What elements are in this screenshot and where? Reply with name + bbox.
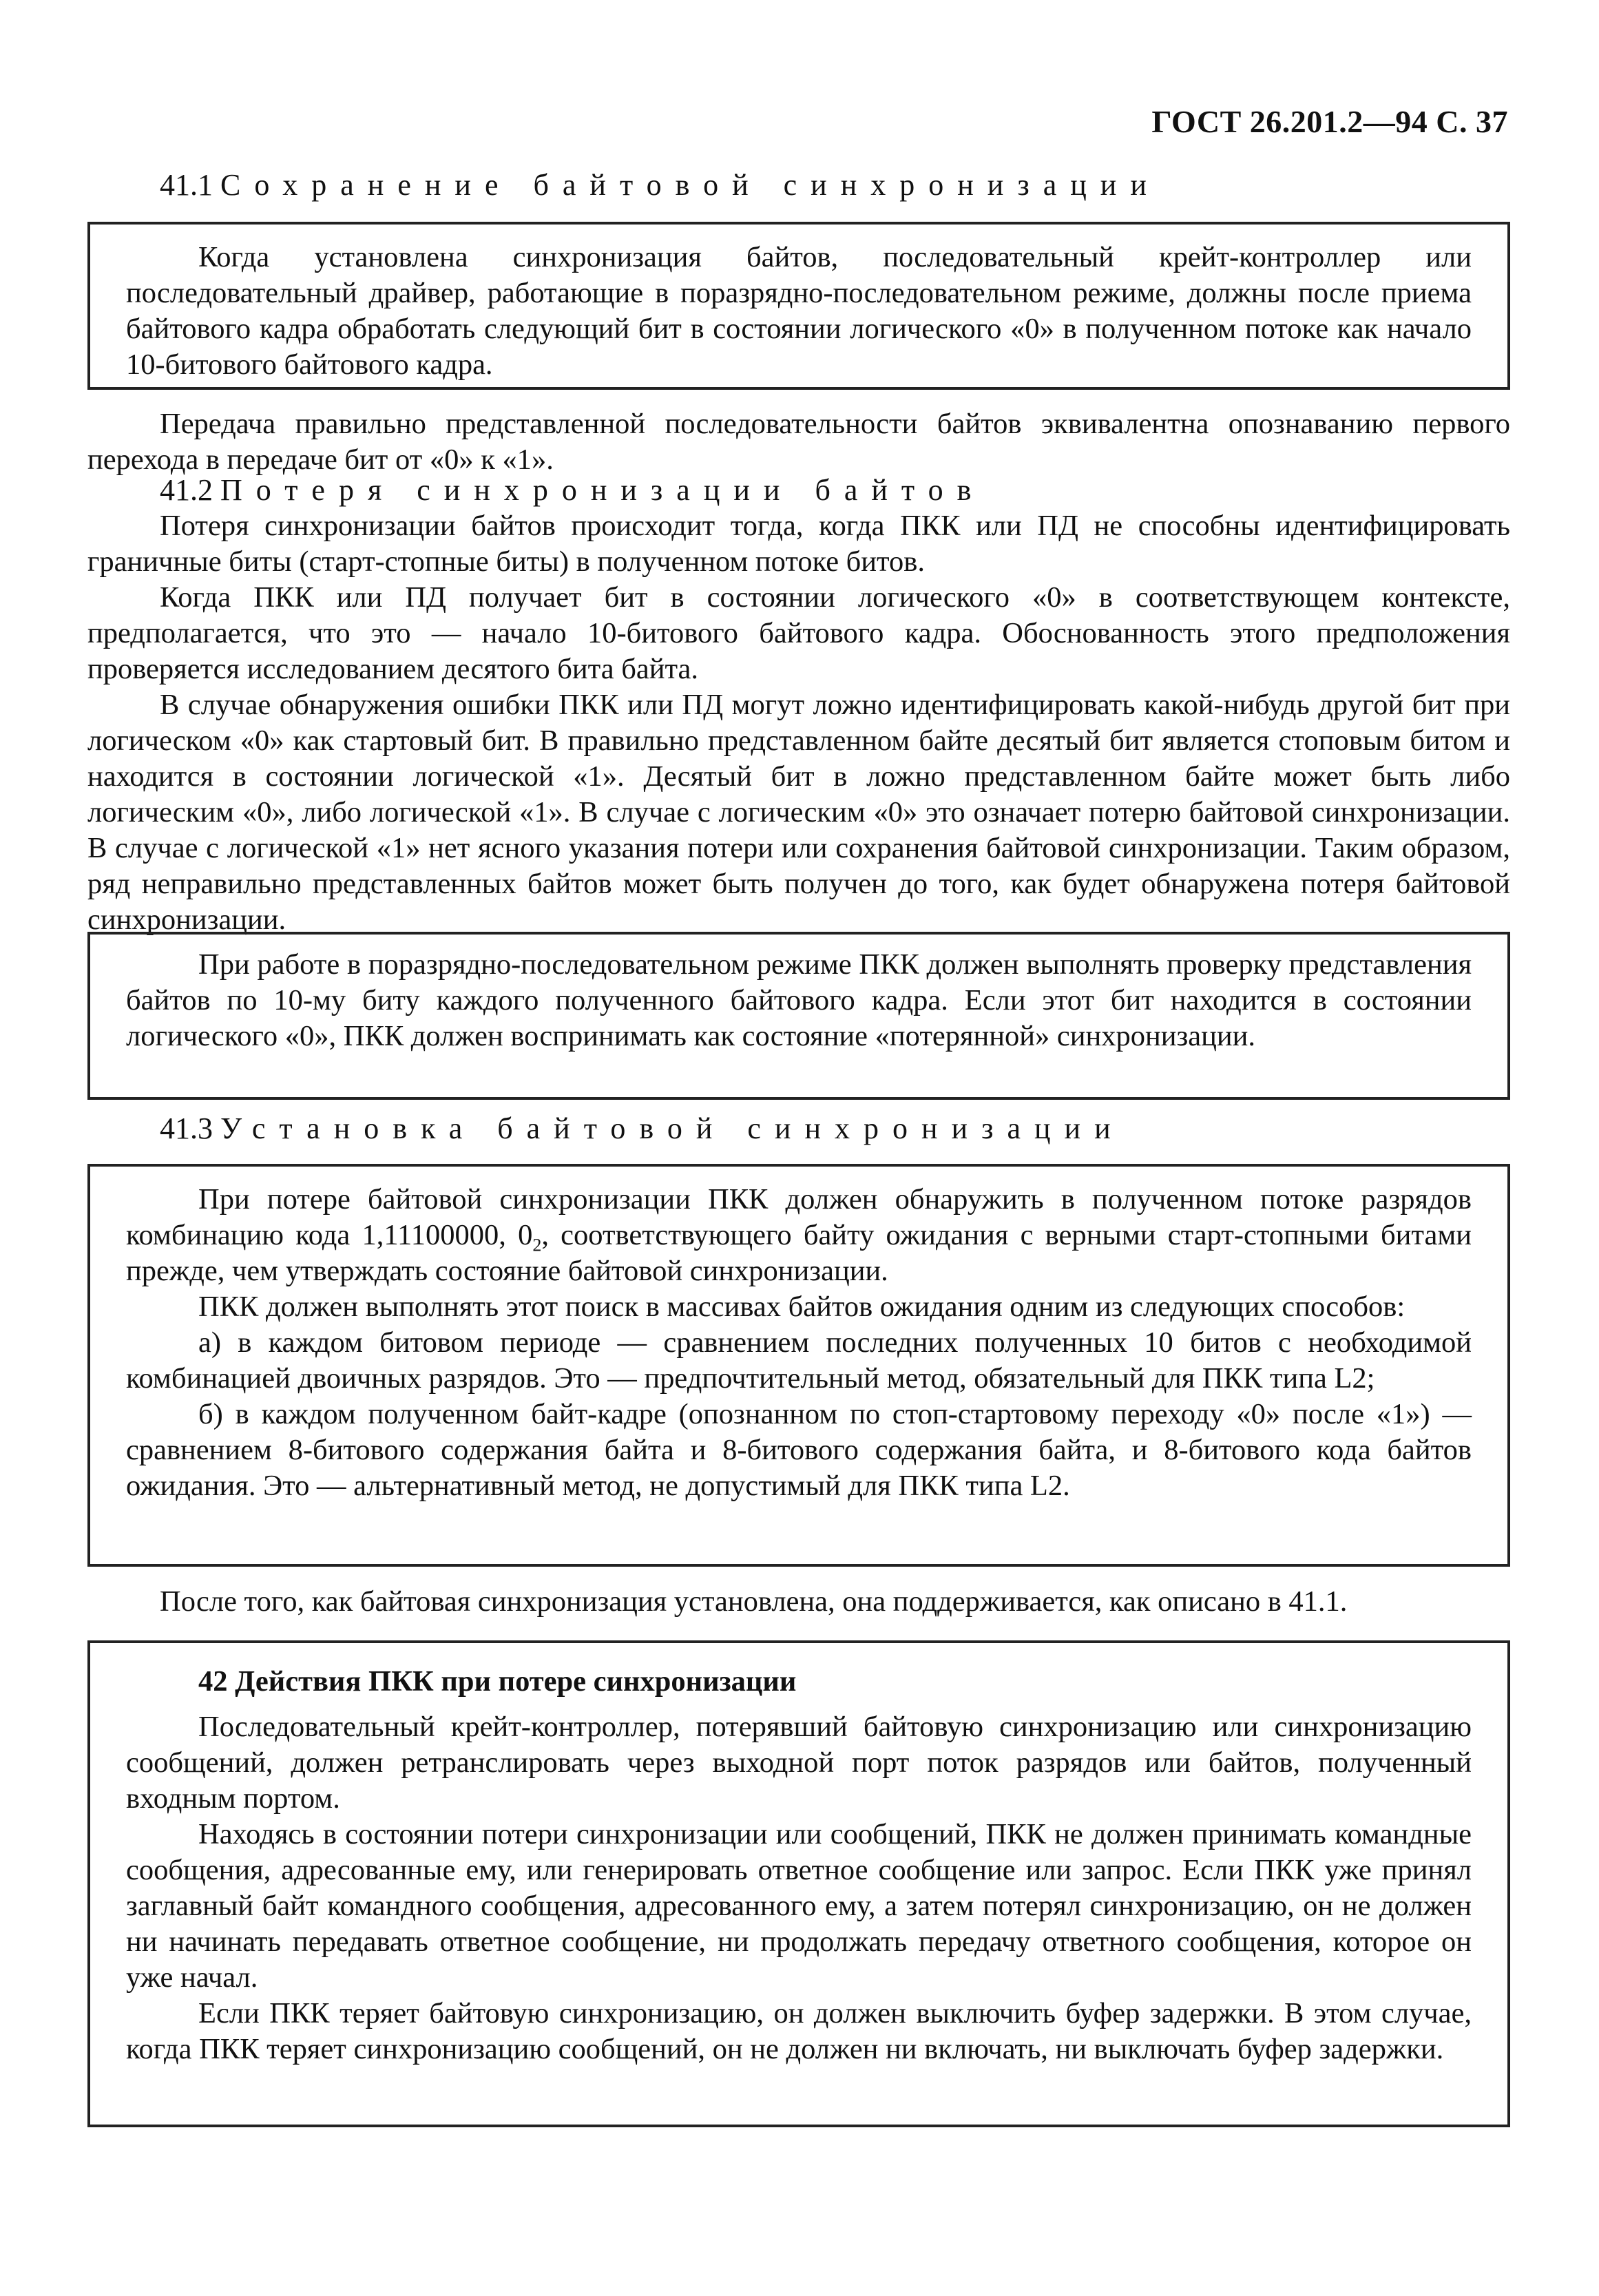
section-number: 41.3 [160, 1112, 213, 1145]
requirement-box-41-1 [87, 222, 1510, 390]
box-paragraph: ПКК должен выполнять этот поиск в массивах байтов ожидания одним из следующих способов: [198, 1291, 1405, 1323]
subscript: 2 [532, 1235, 542, 1255]
section-41-3-heading [160, 1114, 1125, 1144]
section-41-2-heading [160, 475, 985, 505]
box-paragraph [126, 1182, 1472, 1289]
list-item: б) в каждом полученном байт-кадре (опознанном по стоп-стартовому переходу «0» после «1») — сравнением 8-битового содержания байта и 8-битового содержания байта, и 8-битового кода байтов ожидания. Это — альтернативный метод, не допустимый для ПКК типа L2. [126, 1398, 1472, 1502]
box-paragraph: Последовательный крейт-контроллер, потерявший байтовую синхронизацию или синхронизацию сообщений, должен ретранслировать через выходной порт поток разрядов или байтов, полученный входным портом. [126, 1711, 1472, 1815]
section-41-2-text [87, 508, 1510, 938]
list-item: а) в каждом битовом периоде — сравнением последних полученных 10 битов с необходимой комбинацией двоичных разрядов. Это — предпочтительный метод, обязательный для ПКК типа L2; [126, 1326, 1472, 1395]
section-41-3-text [87, 1584, 1510, 1620]
requirement-box-42 [87, 1640, 1510, 2127]
section-title: Сохранение байтовой синхронизации [220, 168, 1160, 202]
requirement-box-41-2 [87, 932, 1510, 1100]
paragraph: Потеря синхронизации байтов происходит тогда, когда ПКК или ПД не способны идентифицировать граничные биты (старт-стопные биты) в полученном потоке битов. [87, 510, 1510, 578]
paragraph-text: При потере байтовой синхронизации ПКК должен обнаружить в полученном потоке разрядов комбинацию кода 1,11100000, 0 [126, 1183, 1472, 1251]
box-paragraph: При работе в поразрядно-последовательном режиме ПКК должен выполнять проверку представления байтов по 10-му биту каждого полученного байтового кадра. Если этот бит находится в состоянии логического «0», ПКК должен воспринимать как состояние «потерянной» синхронизации. [126, 948, 1472, 1052]
section-number: 41.2 [160, 473, 213, 507]
section-title: Установка байтовой синхронизации [220, 1112, 1125, 1145]
paragraph: После того, как байтовая синхронизация установлена, она поддерживается, как описано в 41.1. [160, 1585, 1348, 1618]
page-header-gost: ГОСТ 26.201.2—94 С. 37 [1151, 104, 1508, 139]
section-42-title: 42 Действия ПКК при потере синхронизации [198, 1665, 797, 1698]
box-paragraph: Если ПКК теряет байтовую синхронизацию, он должен выключить буфер задержки. В этом случае, когда ПКК теряет синхронизацию сообщений, он не должен ни включать, ни выключать буфер задержки. [126, 1997, 1472, 2065]
section-number: 41.1 [160, 168, 213, 202]
paragraph: Передача правильно представленной последовательности байтов эквивалентна опознаванию первого перехода в передаче бит от «0» к «1». [87, 408, 1510, 476]
section-41-1-heading [160, 170, 1160, 200]
section-41-1-text [87, 406, 1510, 478]
paragraph: В случае обнаружения ошибки ПКК или ПД могут ложно идентифицировать какой-нибудь другой бит при логическом «0» как стартовый бит. В правильно представленном байте десятый бит является стоповым битом и находится в состоянии логической «1». Десятый бит в ложно представленном байте может быть либо логическим «0», либо логической «1». В случае с логическим «0» это означает потерю байтовой синхронизации. В случае с логической «1» нет ясного указания потери или сохранения байтовой синхронизации. Таким образом, ряд неправильно представленных байтов может быть получен до того, как будет обнаружена потеря байтовой синхронизации. [87, 689, 1510, 936]
box-paragraph: Находясь в состоянии потери синхронизации или сообщений, ПКК не должен принимать командные сообщения, адресованные ему, или генерировать ответное сообщение или запрос. Если ПКК уже принял заглавный байт командного сообщения, адресованного ему, а затем потерял синхронизацию, он не должен ни начинать передавать ответное сообщение, ни продолжать передачу ответного сообщения, которое он уже начал. [126, 1818, 1472, 1994]
section-title: Потеря синхронизации байтов [220, 473, 985, 507]
paragraph-text: , соответствующего байту ожидания с верными старт-стопными битами прежде, чем утверждать состояние байтовой синхронизации. [126, 1219, 1472, 1287]
paragraph: Когда ПКК или ПД получает бит в состоянии логического «0» в соответствующем контексте, предполагается, что это — начало 10-битового байтового кадра. Обоснованность этого предположения проверяется исследованием десятого бита байта. [87, 581, 1510, 685]
requirement-box-41-3 [87, 1164, 1510, 1567]
box-paragraph: Когда установлена синхронизация байтов, последовательный крейт-контроллер или последовательный драйвер, работающие в поразрядно-последовательном режиме, должны после приема байтового кадра обработать следующий бит в состоянии логического «0» в полученном потоке как начало 10-битового байтового кадра. [126, 241, 1472, 381]
